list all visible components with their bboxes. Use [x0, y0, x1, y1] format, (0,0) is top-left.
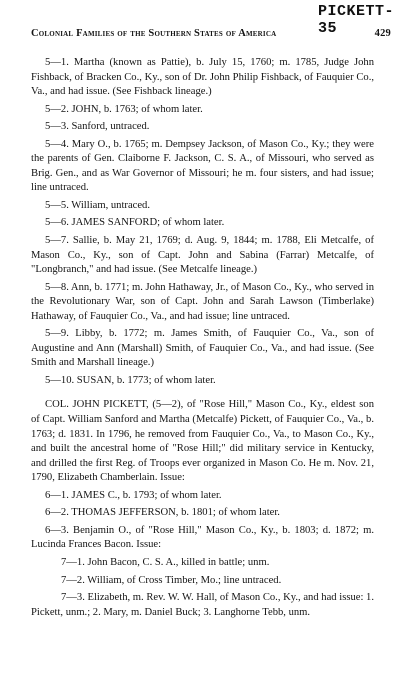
handwritten-annotation: PICKETT-35: [318, 3, 395, 37]
entry-5-5: 5—5. William, untraced.: [45, 199, 150, 211]
entry-5-8: 5—8. Ann, b. 1771; m. John Hathaway, Jr., of Mason Co., Ky., who served in the Revolutionary War, son of Capt. John and Sarah Lawson (Timberlake) Hathaway, of Fauquier Co., Va., and had issue; line untraced.: [31, 281, 374, 322]
page-body: [31, 56, 374, 620]
entry-5-1: 5—1. Martha (known as Pattie), b. July 15, 1760; m. 1785, Judge John Fishback, of Bracken Co., Ky., son of Dr. John Philip Fishback, of Fauquier Co., Va., and had issue. (See Fishback lineage.): [31, 57, 374, 98]
entry-6-2: 6—2. THOMAS JEFFERSON, b. 1801; of whom later.: [45, 507, 280, 519]
page-number: 429: [374, 28, 391, 39]
entry-6-1: 6—1. JAMES C., b. 1793; of whom later.: [45, 489, 222, 501]
running-head: [31, 28, 391, 39]
entry-5-6: 5—6. JAMES SANFORD; of whom later.: [45, 217, 225, 229]
entry-6-3: 6—3. Benjamin O., of "Rose Hill," Mason Co., Ky., b. 1803; d. 1872; m. Lucinda Frances Bacon. Issue:: [31, 524, 374, 551]
entry-5-7: 5—7. Sallie, b. May 21, 1769; d. Aug. 9, 1844; m. 1788, Eli Metcalfe, of Mason Co., Ky., son of Capt. John and Sabina (Farrar) Metcalfe, of "Longbranch," and had issue. (See Metcalfe lineage.): [31, 235, 374, 276]
col-john-pickett-paragraph: COL. JOHN PICKETT, (5—2), of "Rose Hill," Mason Co., Ky., eldest son of Capt. William Sanford and Martha (Metcalfe) Pickett, of Fauquier Co., Va., b. 1763; d. 1831. In 1796, he removed from Fauquier Co., Va., to Mason Co., Ky., and built the ancestral home of "Rose Hill;" did military service in Kentucky, and drilled the first Reg. of Troops ever organized in Mason Co. He m. Nov. 21, 1790, Elizabeth Chamberlain. Issue:: [31, 399, 374, 484]
entry-7-2: 7—2. William, of Cross Timber, Mo.; line untraced.: [61, 574, 282, 586]
running-title: Colonial Families of the Southern States of America: [31, 28, 277, 39]
entry-5-4: 5—4. Mary O., b. 1765; m. Dempsey Jackson, of Mason Co., Ky.; they were the parents of Gen. Claiborne F. Jackson, C. S. A., of Missouri, who served as Brig. Gen., and as War Governor of Missouri; he m. four sisters, and had issue; line untraced.: [31, 138, 374, 194]
entry-5-2: 5—2. JOHN, b. 1763; of whom later.: [45, 103, 203, 115]
entry-5-10: 5—10. SUSAN, b. 1773; of whom later.: [45, 374, 216, 386]
entry-5-3: 5—3. Sanford, untraced.: [45, 121, 150, 133]
entry-5-9: 5—9. Libby, b. 1772; m. James Smith, of Fauquier Co., Va., son of Augustine and Ann (Marshall) Smith, of Fauquier Co., Va., and had issue. (See Smith and Marshall lineage.): [31, 328, 374, 369]
entry-7-3: 7—3. Elizabeth, m. Rev. W. W. Hall, of Mason Co., Ky., and had issue: 1. Pickett, unm.; 2. Mary, m. Daniel Buck; 3. Langhorne Tebb, unm.: [31, 592, 374, 618]
entry-7-1: 7—1. John Bacon, C. S. A., killed in battle; unm.: [61, 556, 270, 568]
